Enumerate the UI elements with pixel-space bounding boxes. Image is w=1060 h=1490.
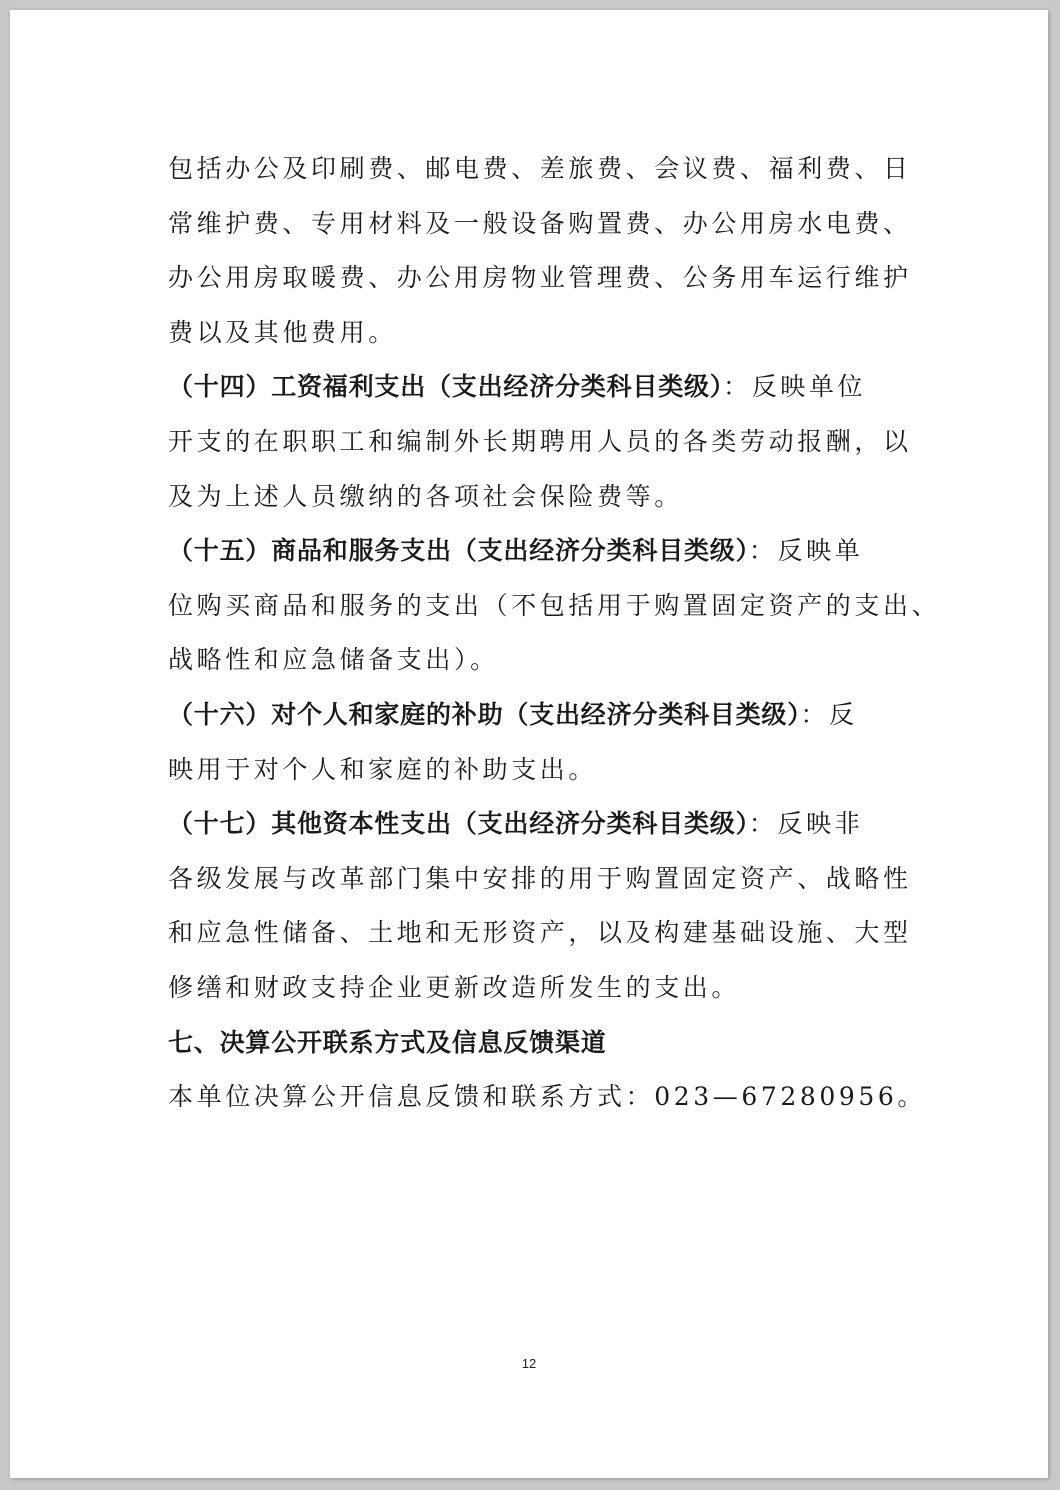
contact-info: 本单位决算公开信息反馈和联系方式：023—67280956。 bbox=[168, 1082, 926, 1112]
text-run: ：反 bbox=[800, 699, 858, 729]
text-line-4 bbox=[168, 306, 928, 361]
text-line-15 bbox=[168, 906, 928, 961]
section-title-14: （十四）工资福利支出（支出经济分类科目类级） bbox=[168, 372, 724, 402]
text-run: 修缮和财政支持企业更新改造所发生的支出。 bbox=[168, 972, 741, 1002]
text-run: 开支的在职职工和编制外长期聘用人员的各类劳动报酬，以 bbox=[168, 426, 912, 456]
text-run: ：反映单 bbox=[748, 536, 864, 566]
body-text bbox=[168, 142, 941, 1125]
text-run: 各级发展与改革部门集中安排的用于购置固定资产、战略性 bbox=[168, 863, 912, 893]
text-line-2 bbox=[168, 197, 928, 252]
section-heading-15 bbox=[168, 524, 928, 579]
section-title-16: （十六）对个人和家庭的补助（支出经济分类科目类级） bbox=[168, 699, 801, 729]
text-run: 及为上述人员缴纳的各项社会保险费等。 bbox=[168, 481, 683, 511]
section-heading-17 bbox=[168, 797, 928, 852]
text-line-7 bbox=[168, 470, 928, 525]
text-line-9 bbox=[168, 579, 941, 634]
chapter-title-7: 七、决算公开联系方式及信息反馈渠道 bbox=[168, 1027, 607, 1057]
page-number: 12 bbox=[521, 1356, 537, 1371]
text-run: 办公用房取暖费、办公用房物业管理费、公务用车运行维护 bbox=[168, 263, 912, 293]
document-page bbox=[10, 10, 1048, 1478]
section-title-17: （十七）其他资本性支出（支出经济分类科目类级） bbox=[168, 809, 749, 839]
chapter-heading-7 bbox=[168, 1016, 928, 1071]
contact-line bbox=[168, 1070, 928, 1125]
section-heading-16 bbox=[168, 688, 928, 743]
text-run: 常维护费、专用材料及一般设备购置费、办公用房水电费、 bbox=[168, 208, 912, 238]
text-line-16 bbox=[168, 961, 928, 1016]
text-line-3 bbox=[168, 251, 928, 306]
text-run: ：反映单位 bbox=[723, 372, 867, 402]
text-line-10 bbox=[168, 633, 928, 688]
text-run: 和应急性储备、土地和无形资产，以及构建基础设施、大型 bbox=[168, 918, 912, 948]
text-line-1 bbox=[168, 142, 928, 197]
section-heading-14 bbox=[168, 360, 928, 415]
section-title-15: （十五）商品和服务支出（支出经济分类科目类级） bbox=[168, 536, 749, 566]
text-run: 费以及其他费用。 bbox=[168, 317, 397, 347]
text-run: 映用于对个人和家庭的补助支出。 bbox=[168, 754, 598, 784]
text-line-14 bbox=[168, 852, 928, 907]
text-line-6 bbox=[168, 415, 928, 470]
text-run: 战略性和应急储备支出）。 bbox=[168, 645, 499, 675]
text-line-12 bbox=[168, 743, 928, 798]
text-run: 位购买商品和服务的支出（不包括用于购置固定资产的支出、 bbox=[168, 590, 941, 620]
text-run: ：反映非 bbox=[748, 809, 864, 839]
text-run: 包括办公及印刷费、邮电费、差旅费、会议费、福利费、日 bbox=[168, 154, 912, 183]
